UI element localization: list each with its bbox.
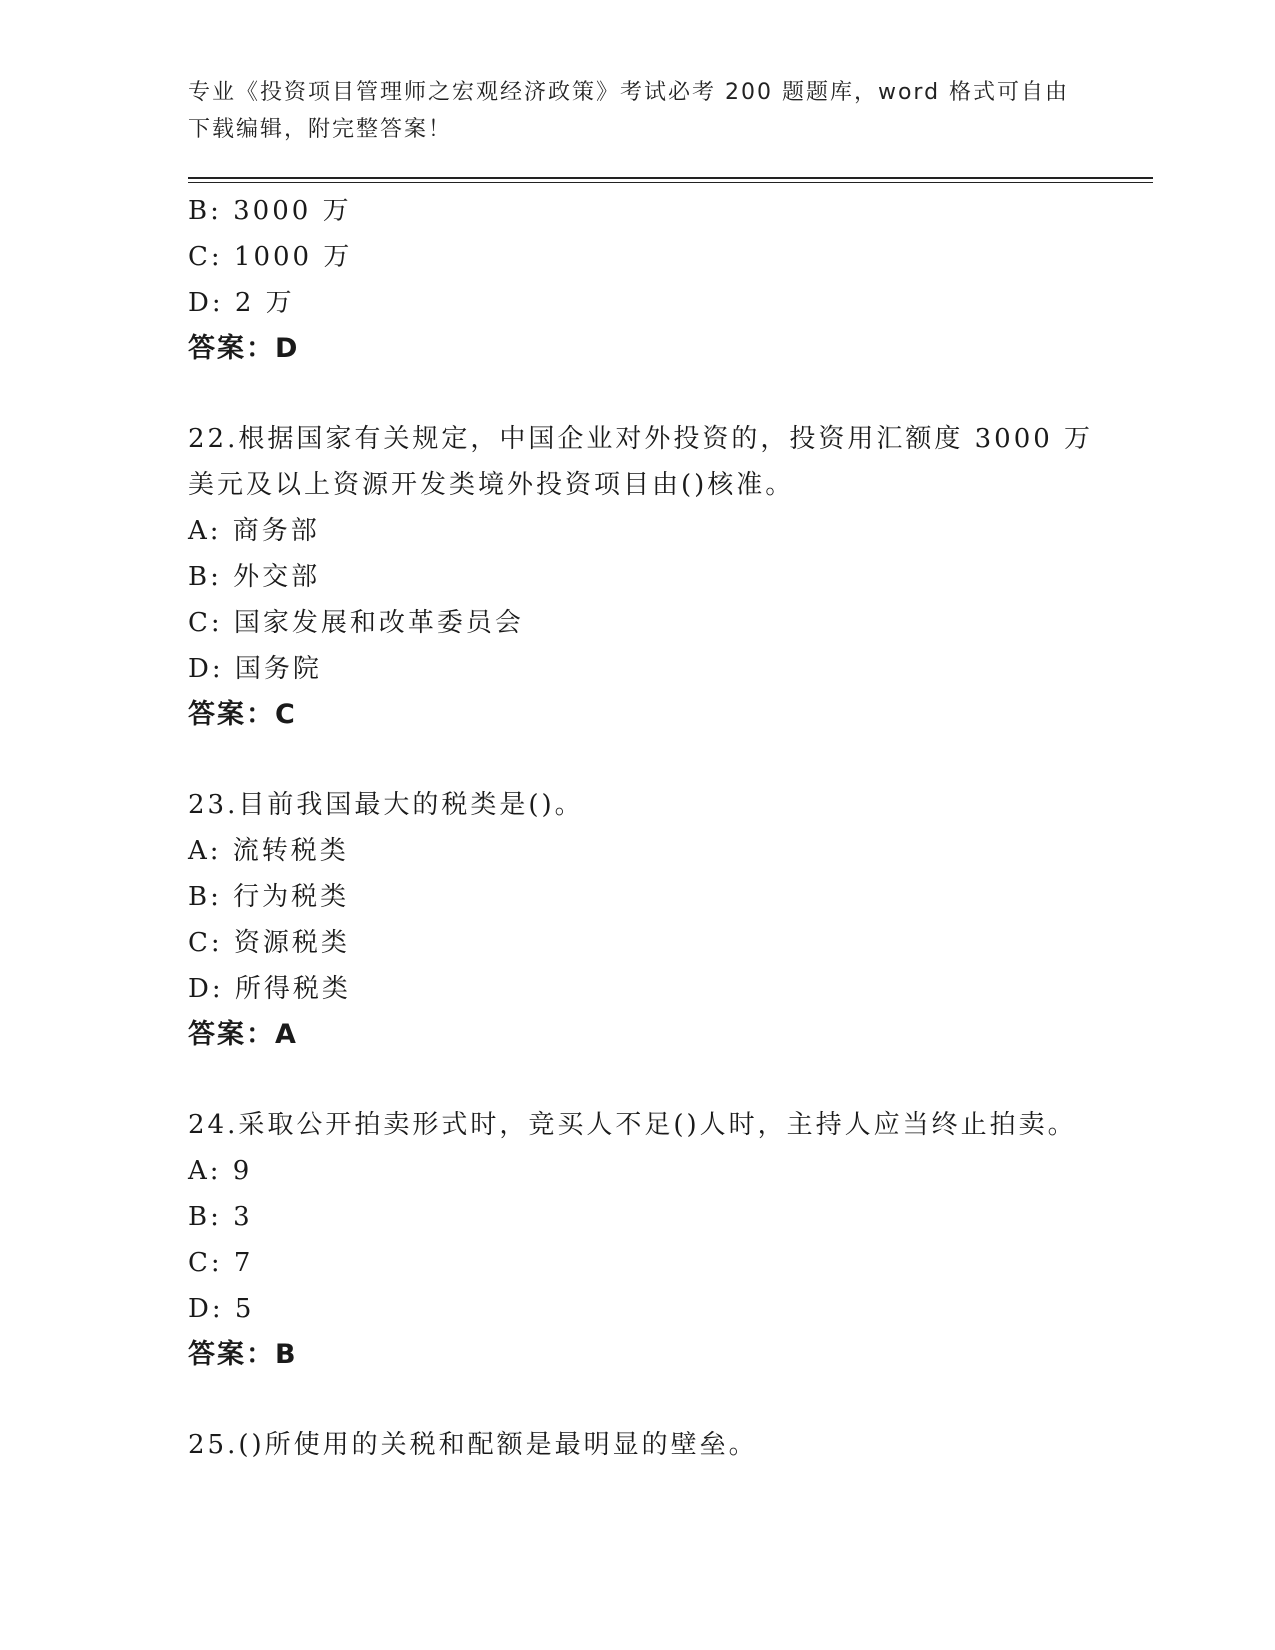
option-d: D: 国务院 xyxy=(188,654,322,684)
option-b: B: 行为税类 xyxy=(188,882,350,912)
question-list xyxy=(188,188,1094,1468)
option-a: A: 商务部 xyxy=(188,516,320,546)
option-b: B: 3 xyxy=(188,1202,253,1232)
answer-label: 答案：A xyxy=(188,1019,298,1050)
document-header xyxy=(188,74,1088,148)
spacer xyxy=(188,1378,1088,1422)
question-stem: 25.()所使用的关税和配额是最明显的壁垒。 xyxy=(188,1430,758,1460)
option-c: C: 国家发展和改革委员会 xyxy=(188,608,524,638)
header-rule-thick xyxy=(188,177,1153,179)
question-stem-line-2: 美元及以上资源开发类境外投资项目由()核准。 xyxy=(188,470,795,500)
option-a: A: 9 xyxy=(188,1156,253,1186)
header-line-1: 专业《投资项目管理师之宏观经济政策》考试必考 200 题题库，word 格式可自由 xyxy=(188,80,1070,105)
question-21-continued xyxy=(188,188,1088,372)
question-25 xyxy=(188,1422,1088,1468)
answer-label: 答案：B xyxy=(188,1339,298,1370)
spacer xyxy=(188,1058,1088,1102)
answer-label: 答案：D xyxy=(188,333,300,364)
question-stem: 24.采取公开拍卖形式时，竞买人不足()人时，主持人应当终止拍卖。 xyxy=(188,1110,1077,1140)
header-rule-thin xyxy=(188,182,1153,183)
option-d: D: 2 万 xyxy=(188,288,295,318)
option-c: C: 资源税类 xyxy=(188,928,350,958)
question-stem-line-1: 22.根据国家有关规定，中国企业对外投资的，投资用汇额度 3000 万 xyxy=(188,424,1094,454)
question-24 xyxy=(188,1102,1088,1378)
header-line-2: 下载编辑，附完整答案！ xyxy=(188,117,453,142)
spacer xyxy=(188,372,1088,416)
option-c: C: 1000 万 xyxy=(188,242,353,272)
option-c: C: 7 xyxy=(188,1248,254,1278)
spacer xyxy=(188,738,1088,782)
question-22 xyxy=(188,416,1094,738)
option-b: B: 3000 万 xyxy=(188,196,352,226)
question-stem: 23.目前我国最大的税类是()。 xyxy=(188,790,584,820)
option-b: B: 外交部 xyxy=(188,562,321,592)
answer-label: 答案：C xyxy=(188,699,297,730)
question-23 xyxy=(188,782,1088,1058)
option-d: D: 所得税类 xyxy=(188,974,351,1004)
option-d: D: 5 xyxy=(188,1294,255,1324)
option-a: A: 流转税类 xyxy=(188,836,349,866)
